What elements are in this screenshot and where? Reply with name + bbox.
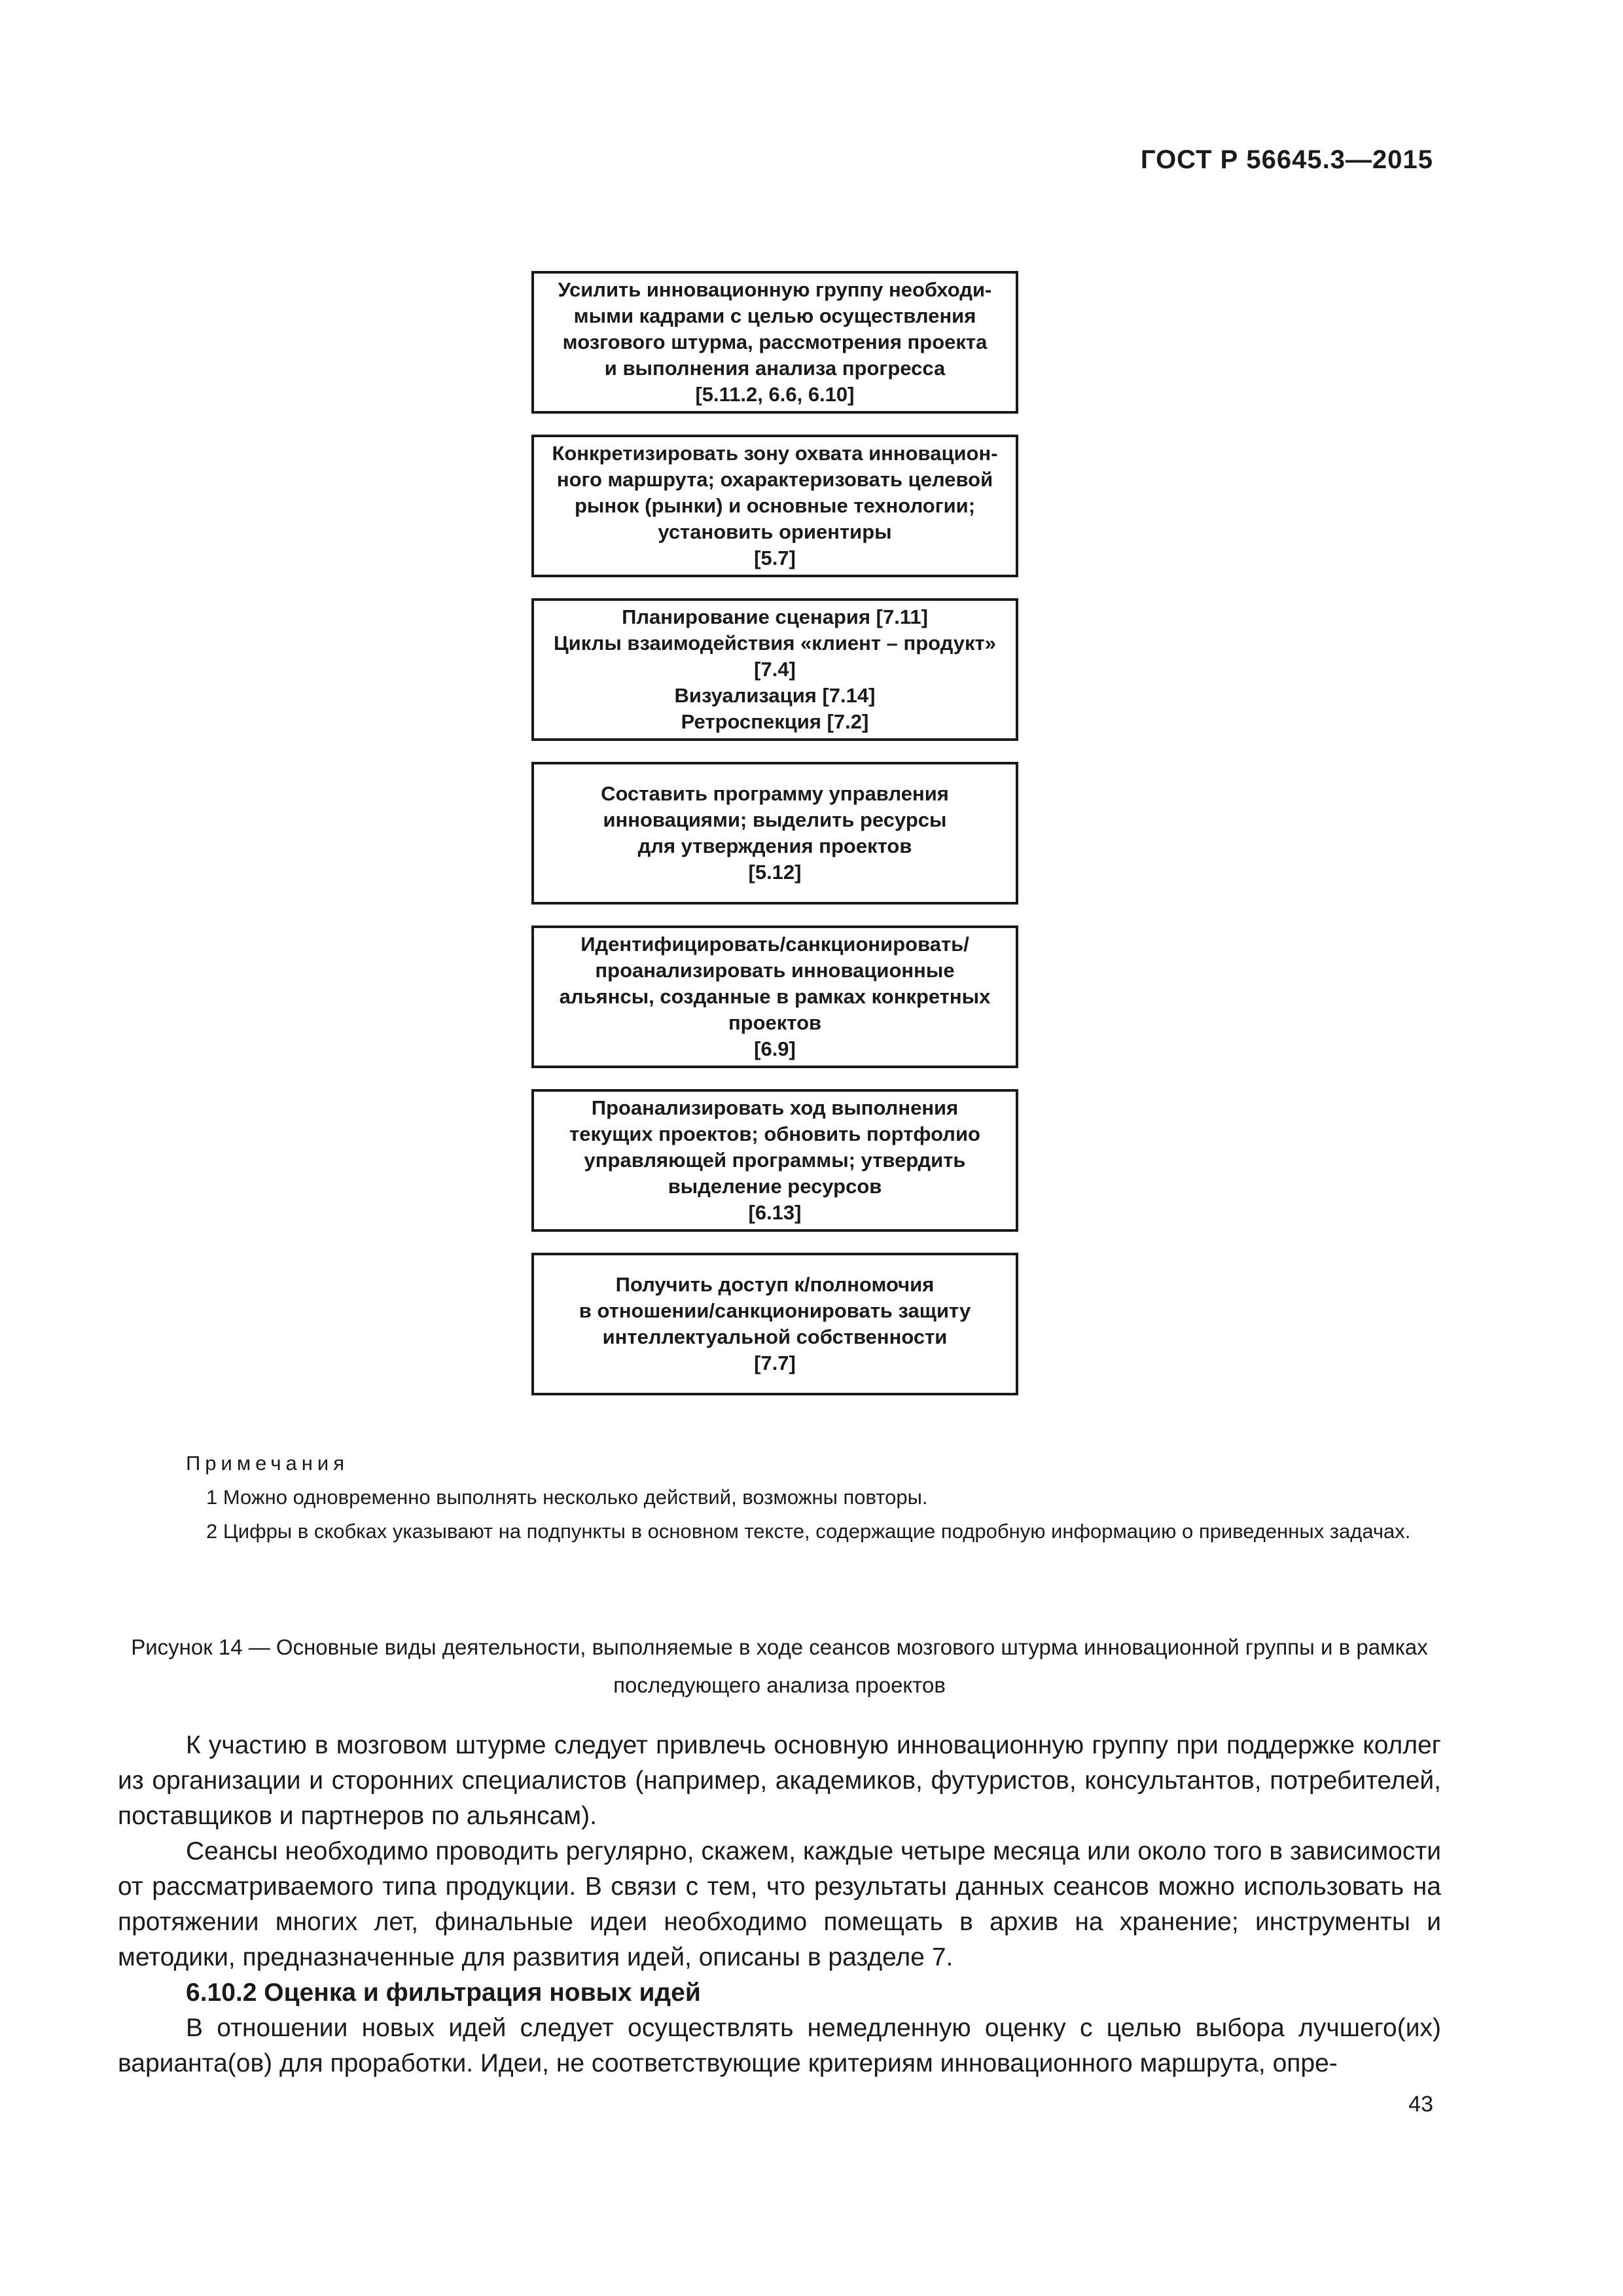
- flow-box-2: [531, 435, 1018, 577]
- flow-box-line: Усилить инновационную группу необходи-: [558, 278, 992, 301]
- note-item-1: 1 Можно одновременно выполнять несколько действий, возможны повторы.: [206, 1486, 928, 1509]
- flow-box-3: [531, 598, 1018, 741]
- flow-box-6: [531, 1089, 1018, 1232]
- flow-box-line: альянсы, созданные в рамках конкретных: [559, 985, 991, 1008]
- flow-box-line: ного маршрута; охарактеризовать целевой: [556, 468, 993, 491]
- notes-section: [118, 1446, 1441, 1549]
- flow-box-5: [531, 925, 1018, 1068]
- flow-box-line: установить ориентиры: [658, 520, 892, 543]
- flow-box-line: проанализировать инновационные: [595, 959, 955, 982]
- figure-caption: Рисунок 14 — Основные виды деятельности, выполняемые в ходе сеансов мозгового штурма инновационной группы и в рамках последующего анализа проектов: [131, 1635, 1428, 1697]
- flow-box-line: Ретроспекция [7.2]: [681, 710, 869, 733]
- paragraph-1: К участию в мозговом штурме следует привлечь основную инновационную группу при поддержке коллег из организации и сторонних специалистов (например, академиков, футуристов, консультантов, потребителей, поставщиков и партнеров по альянсам).: [118, 1731, 1441, 1830]
- flow-box-line: Конкретизировать зону охвата инновацион-: [552, 442, 998, 465]
- flow-box-4: [531, 762, 1018, 905]
- flow-box-line: Составить программу управления: [601, 782, 949, 805]
- flow-box-line: [6.9]: [754, 1037, 796, 1060]
- body-text: [118, 1728, 1441, 2081]
- flow-box-line: и выполнения анализа прогресса: [604, 357, 946, 380]
- flow-box-line: для утверждения проектов: [637, 834, 912, 857]
- flow-box-line: Циклы взаимодействия «клиент – продукт»: [554, 632, 996, 655]
- flow-box-line: [7.4]: [754, 658, 796, 681]
- notes-title: Примечания: [186, 1452, 349, 1475]
- flow-box-line: [7.7]: [754, 1352, 796, 1374]
- flow-box-line: Получить доступ к/полномочия: [615, 1273, 935, 1296]
- flow-box-line: мыми кадрами с целью осуществления: [573, 304, 976, 327]
- flow-box-line: выделение ресурсов: [668, 1175, 882, 1198]
- flow-box-line: текущих проектов; обновить портфолио: [569, 1122, 980, 1145]
- flow-box-line: инновациями; выделить ресурсы: [603, 808, 947, 831]
- flow-box-line: [6.13]: [748, 1201, 802, 1224]
- note-item-2: 2 Цифры в скобках указывают на подпункты в основном тексте, содержащие подробную информацию о приведенных задачах.: [206, 1520, 1411, 1543]
- flow-box-line: управляющей программы; утвердить: [584, 1149, 966, 1172]
- flow-box-line: [5.7]: [754, 547, 796, 569]
- page-number: 43: [1408, 2092, 1433, 2117]
- flow-box-line: Визуализация [7.14]: [674, 684, 876, 707]
- flowchart: [531, 271, 1018, 1416]
- flow-box-7: [531, 1253, 1018, 1395]
- flow-box-line: Планирование сценария [7.11]: [622, 605, 928, 628]
- paragraph-2: Сеансы необходимо проводить регулярно, скажем, каждые четыре месяца или около того в зависимости от рассматриваемого типа продукции. В связи с тем, что результаты данных сеансов можно использовать на протяжении многих лет, финальные идеи необходимо помещать в архив на хранение; инструменты и методики, предназначенные для развития идей, описаны в разделе 7.: [118, 1837, 1441, 1971]
- flow-box-line: проектов: [728, 1011, 822, 1034]
- flow-box-1: [531, 271, 1018, 414]
- document-code: ГОСТ Р 56645.3—2015: [1140, 145, 1433, 174]
- flow-box-line: [5.12]: [748, 861, 802, 884]
- paragraph-3: В отношении новых идей следует осуществлять немедленную оценку с целью выбора лучшего(их) варианта(ов) для проработки. Идеи, не соответствующие критериям инновационного маршрута, опре-: [118, 2014, 1441, 2077]
- flow-box-line: интеллектуальной собственности: [602, 1325, 948, 1348]
- flow-box-line: Проанализировать ход выполнения: [591, 1096, 959, 1119]
- flow-box-line: Идентифицировать/санкционировать/: [580, 933, 969, 956]
- section-heading: 6.10.2 Оценка и фильтрация новых идей: [186, 1979, 701, 2007]
- flow-box-line: рынок (рынки) и основные технологии;: [574, 494, 976, 517]
- flow-box-line: в отношении/санкционировать защиту: [579, 1299, 971, 1322]
- flow-box-line: [5.11.2, 6.6, 6.10]: [695, 383, 855, 406]
- flow-box-line: мозгового штурма, рассмотрения проекта: [562, 331, 988, 353]
